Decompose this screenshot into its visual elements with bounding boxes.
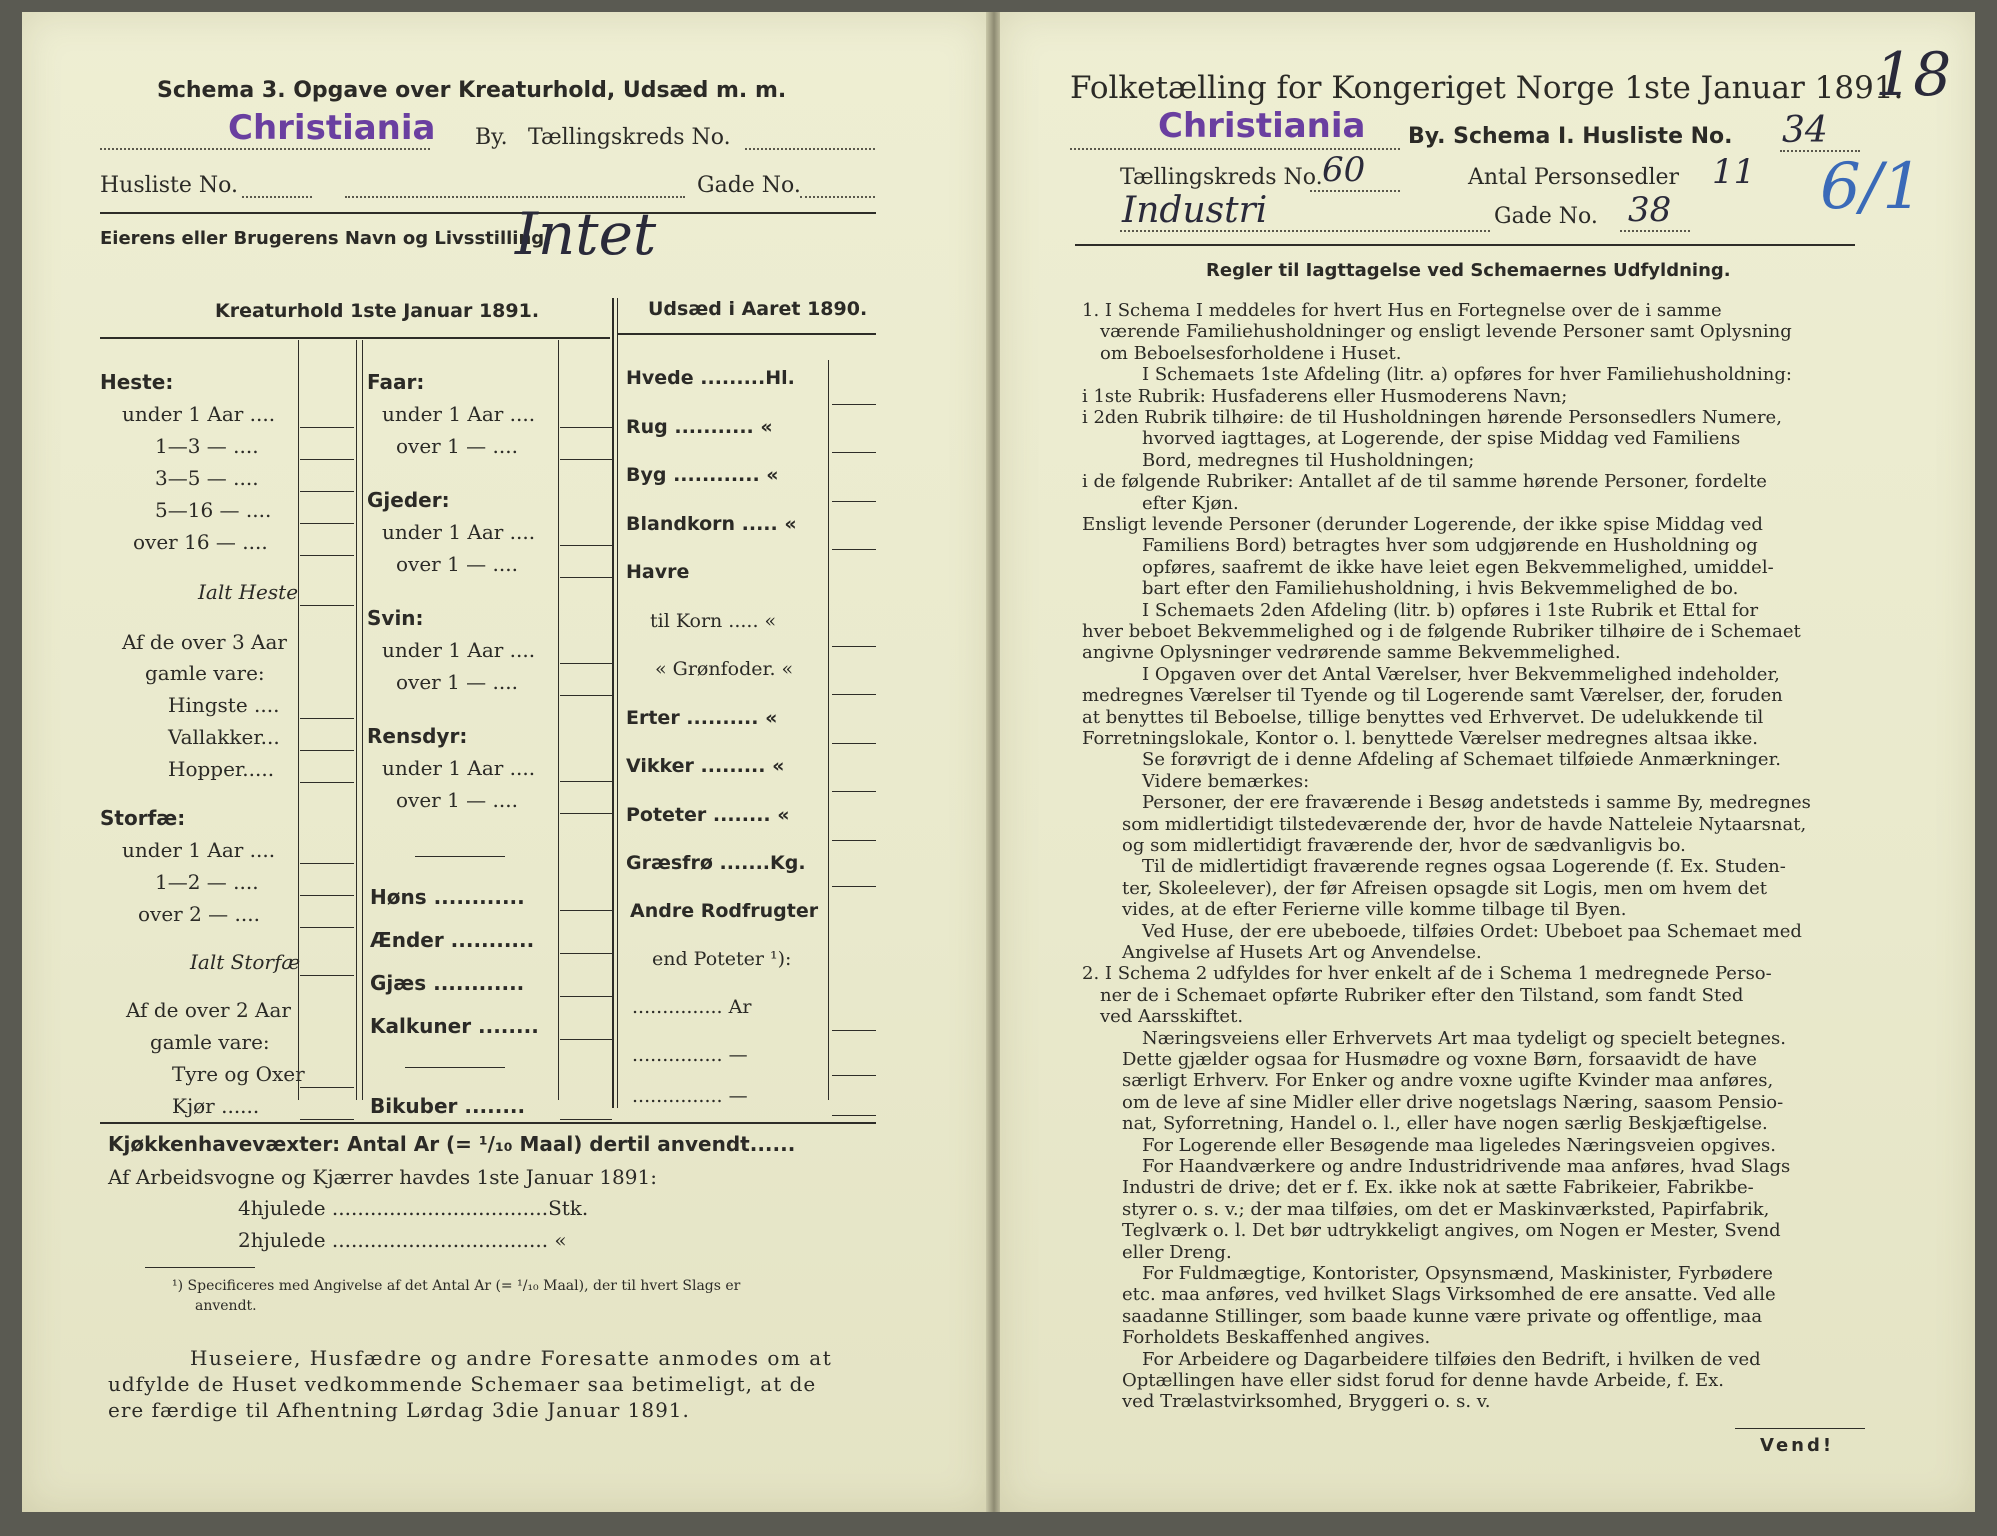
husliste-no: 34: [1782, 110, 1828, 151]
storfae-sub: Tyre og Oxer: [172, 1062, 305, 1086]
city-stamp-left: Christiania: [228, 108, 436, 148]
owner-handwritten: Intet: [515, 200, 657, 268]
storfae-row: over 2 — ....: [138, 902, 260, 926]
rules-title: Regler til Iagttagelse ved Schemaernes Udfyldning.: [1206, 260, 1731, 281]
heste-sub: Vallakker...: [168, 725, 280, 749]
udsaed-item: « Grønfoder. «: [655, 658, 794, 680]
udsaed-item: Byg ............ «: [626, 464, 779, 486]
rule-line: Ved Huse, der ere ubeboede, tilføies Ordet: Ubeboet paa Schemaet med: [1142, 920, 1802, 942]
kreaturhold-header: Kreaturhold 1ste Januar 1891.: [215, 300, 540, 322]
rule-line: Personer, der ere fraværende i Besøg andetsteds i samme By, medregnes: [1142, 792, 1811, 814]
udsaed-item: Rug ........... «: [626, 416, 773, 438]
rodfrugter-label2: end Poteter ¹):: [652, 948, 792, 970]
storfae-over2: Af de over 2 Aar: [126, 998, 291, 1022]
rule-line: saadanne Stillinger, som baade kunne være private og offentlige, maa: [1122, 1305, 1763, 1327]
storfae-row: under 1 Aar ....: [122, 838, 276, 862]
taellingskreds-label-left: Tællingskreds No.: [528, 125, 731, 150]
udsaed-header: Udsæd i Aaret 1890.: [648, 298, 868, 320]
storfae-label: Storfæ:: [100, 806, 186, 830]
arbeidsvogne-line: Af Arbeidsvogne og Kjærrer havdes 1ste Januar 1891:: [108, 1165, 657, 1189]
udsaed-item: Havre: [626, 561, 690, 583]
rule-line: nat, Syforretning, Handel o. l., eller have nogen særlig Beskjæftigelse.: [1122, 1113, 1768, 1135]
faar-row: over 1 — ....: [396, 434, 518, 458]
margin-mark: 6/1: [1820, 150, 1923, 224]
rule-line: Ensligt levende Personer (derunder Logerende, der ikke spise Middag ved: [1082, 514, 1763, 535]
rensdyr-row: over 1 — ....: [396, 788, 518, 812]
ar-line: ............... Ar: [632, 996, 752, 1018]
personsedler-label: Antal Personsedler: [1468, 165, 1680, 190]
gjeder-label: Gjeder:: [367, 488, 450, 512]
notice-line: udfylde de Huset vedkommende Schemaer saa betimeligt, at de: [108, 1372, 817, 1396]
heste-sub: Hingste ....: [168, 693, 280, 717]
heste-row: under 1 Aar ....: [122, 402, 276, 426]
rule-line: at benyttes til Beboelse, tillige benyttes ved Erhvervet. De udelukkende til: [1082, 706, 1764, 728]
udsaed-item: Blandkorn ..... «: [626, 513, 797, 535]
rule-line: etc. maa anføres, ved hvilket Slags Virksomhed de ere ansatte. Ved alle: [1122, 1284, 1776, 1306]
heste-row: 1—3 — ....: [155, 434, 259, 458]
storfae-row: 1—2 — ....: [155, 870, 259, 894]
city-stamp-right: Christiania: [1158, 106, 1366, 146]
heste-total: Ialt Heste: [198, 580, 299, 604]
personsedler-no: 11: [1712, 152, 1756, 192]
to-hjulede: 2hjulede .................................. «: [238, 1228, 567, 1252]
rule-line: som midlertidigt tilstedeværende der, hvor de havde Natteleie Nytaarsnat,: [1122, 813, 1807, 835]
udsaed-item: Græsfrø .......Kg.: [626, 852, 806, 874]
rodfrugter-label: Andre Rodfrugter: [630, 900, 819, 922]
rule-line: medregnes Værelser til Tyende og til Logerende samt Værelser, der, foruden: [1082, 685, 1783, 707]
heste-row: 3—5 — ....: [155, 466, 259, 490]
rule-line: Angivelse af Husets Art og Anvendelse.: [1122, 942, 1482, 963]
rule-line: Til de midlertidigt fraværende regnes ogsaa Logerende (f. Ex. Studen-: [1142, 856, 1786, 878]
rule-line: i 1ste Rubrik: Husfaderens eller Husmoderens Navn;: [1082, 385, 1568, 407]
rule-line: angivne Oplysninger vedrørende samme Bekvemmelighed.: [1082, 642, 1621, 664]
rule-line: ter, Skoleelever), der før Afreisen opsagde sit Logis, men om hvem det: [1122, 877, 1768, 899]
gade-name: Industri: [1122, 190, 1268, 231]
storfae-total: Ialt Storfæ: [190, 950, 301, 974]
bikuber-label: Bikuber ........: [370, 1094, 526, 1118]
gjeder-row: under 1 Aar ....: [382, 520, 536, 544]
by-schema-husliste: By. Schema I. Husliste No.: [1408, 124, 1733, 149]
gade-label-right: Gade No.: [1494, 204, 1598, 229]
svin-row: under 1 Aar ....: [382, 638, 536, 662]
rule-line: Videre bemærkes:: [1142, 770, 1310, 792]
rule-line: i 2den Rubrik tilhøire: de til Husholdningen hørende Personsedlers Numere,: [1082, 407, 1782, 428]
rule-line: værende Familiehusholdninger og ensligt levende Personer samt Oplysning: [1100, 321, 1792, 343]
rule-line: hver beboet Bekvemmelighed og i de følgende Rubriker tilhøire de i Schemaet: [1082, 621, 1801, 642]
rule-line: om de leve af sine Midler eller drive nogetslags Næring, saasom Pensio-: [1122, 1091, 1784, 1113]
rule-line: styrer o. s. v.; der maa tilføies, om det er Maskinværksted, Papirfabrik,: [1122, 1198, 1770, 1220]
svin-label: Svin:: [367, 606, 424, 630]
rule-line: om Beboelsesforholdene i Huset.: [1100, 342, 1402, 364]
rule-line: hvorved iagttages, at Logerende, der spise Middag ved Familiens: [1142, 428, 1741, 450]
fjaerkrae-item: Ænder ...........: [370, 928, 535, 952]
rule-line: Industri de drive; det er f. Ex. ikke nok at sætte Fabrikeier, Fabrikbe-: [1122, 1177, 1754, 1199]
fjaerkrae-item: Kalkuner ........: [370, 1014, 539, 1038]
rule-line: I Schemaets 1ste Afdeling (litr. a) opføres for hver Familiehusholdning:: [1142, 364, 1792, 386]
rensdyr-label: Rensdyr:: [367, 724, 468, 748]
rule-line: ved Aarsskiftet.: [1100, 1006, 1244, 1028]
rule-line: I Schemaets 2den Afdeling (litr. b) opføres i 1ste Rubrik et Ettal for: [1142, 599, 1759, 621]
taellingskreds-label-right: Tællingskreds No.: [1120, 165, 1323, 190]
udsaed-item: Hvede .........Hl.: [626, 367, 795, 389]
footnote: ¹) Specificeres med Angivelse af det Antal Ar (= ¹/₁₀ Maal), der til hvert Slags er: [172, 1278, 741, 1294]
footnote-2: anvendt.: [195, 1298, 257, 1314]
rule-line: vides, at de efter Ferierne ville komme tilbage til Byen.: [1122, 899, 1627, 921]
rule-line: eller Dreng.: [1122, 1241, 1232, 1263]
rule-line: og som midlertidigt fraværende der, hvor de sædvanligvis bo.: [1122, 835, 1686, 856]
rule-line: Forholdets Beskaffenhed angives.: [1122, 1327, 1431, 1349]
rule-line: Se forøvrigt de i denne Afdeling af Schemaet tilføiede Anmærkninger.: [1142, 749, 1781, 771]
rule-line: Dette gjælder ogsaa for Husmødre og voxne Børn, forsaavidt de have: [1122, 1049, 1757, 1070]
rule-line: 2. I Schema 2 udfyldes for hver enkelt af de i Schema 1 medregnede Perso-: [1082, 963, 1772, 985]
rule-line: bart efter den Familiehusholdning, i hvis Bekvemmelighed de bo.: [1142, 578, 1739, 600]
husliste-label: Husliste No.: [100, 173, 238, 198]
udsaed-item: til Korn ..... «: [650, 610, 777, 632]
rule-line: ner de i Schemaet opførte Rubriker efter den Tilstand, som fandt Sted: [1100, 984, 1744, 1006]
rule-line: Optællingen have eller sidst forud for denne havde Arbeide, f. Ex.: [1122, 1370, 1725, 1391]
notice-line: ere færdige til Afhentning Lørdag 3die Januar 1891.: [108, 1398, 690, 1422]
gade-no: 38: [1628, 190, 1672, 230]
fjaerkrae-item: Gjæs ............: [370, 971, 525, 995]
fire-hjulede: 4hjulede ..................................Stk.: [238, 1196, 589, 1220]
rule-line: Næringsveiens eller Erhvervets Art maa tydeligt og specielt betegnes.: [1142, 1027, 1786, 1049]
udsaed-item: Erter .......... «: [626, 707, 778, 729]
notice-line: Huseiere, Husfædre og andre Foresatte anmodes om at: [190, 1346, 833, 1370]
rule-line: særligt Erhverv. For Enker og andre voxne ugifte Kvinder maa anføres,: [1122, 1070, 1774, 1092]
svin-row: over 1 — ....: [396, 670, 518, 694]
gade-label-left: Gade No.: [697, 173, 801, 198]
rule-line: efter Kjøn.: [1142, 492, 1239, 514]
rule-line: For Logerende eller Besøgende maa ligeledes Næringsveien opgives.: [1142, 1134, 1776, 1156]
heste-over3: Af de over 3 Aar: [122, 630, 287, 654]
heste-row: 5—16 — ....: [155, 498, 272, 522]
rule-line: Forretningslokale, Kontor o. l. benyttede Værelser medregnes altsaa ikke.: [1082, 728, 1758, 749]
rule-line: opføres, saafremt de ikke have leiet egen Bekvemmelighed, umiddel-: [1142, 556, 1774, 578]
faar-row: under 1 Aar ....: [382, 402, 536, 426]
rule-line: Teglværk o. l. Det bør udtrykkeligt angives, om Nogen er Mester, Svend: [1122, 1220, 1781, 1242]
rule-line: 1. I Schema I meddeles for hvert Hus en Fortegnelse over de i samme: [1082, 300, 1722, 321]
rule-line: I Opgaven over det Antal Værelser, hver Bekvemmelighed indeholder,: [1142, 663, 1780, 685]
rensdyr-row: under 1 Aar ....: [382, 756, 536, 780]
heste-over3b: gamle vare:: [145, 661, 265, 685]
rule-line: Bord, medregnes til Husholdningen;: [1142, 449, 1475, 471]
udsaed-item: Vikker ......... «: [626, 755, 785, 777]
dash-line: ............... —: [632, 1085, 748, 1107]
corner-number: 18: [1875, 40, 1952, 110]
rule-line: ved Trælastvirksomhed, Bryggeri o. s. v.: [1122, 1391, 1491, 1413]
census-title: Folketælling for Kongeriget Norge 1ste Januar 1891.: [1070, 70, 1904, 106]
taellingskreds-no: 60: [1322, 150, 1366, 190]
rule-line: For Fuldmægtige, Kontorister, Opsynsmænd, Maskinister, Fyrbødere: [1142, 1263, 1773, 1284]
storfae-over2b: gamle vare:: [150, 1030, 270, 1054]
gjeder-row: over 1 — ....: [396, 552, 518, 576]
dash-line: ............... —: [632, 1044, 748, 1066]
rule-line: For Arbeidere og Dagarbeidere tilføies den Bedrift, i hvilken de ved: [1142, 1348, 1761, 1370]
storfae-sub: Kjør ......: [172, 1094, 260, 1118]
rule-line: For Haandværkere og andre Industridrivende maa anføres, hvad Slags: [1142, 1156, 1791, 1177]
heste-sub: Hopper.....: [168, 757, 275, 781]
rule-line: Familiens Bord) betragtes hver som udgjørende en Husholdning og: [1142, 535, 1758, 557]
rule-line: i de følgende Rubriker: Antallet af de til samme hørende Personer, fordelte: [1082, 471, 1767, 493]
heste-row: over 16 — ....: [133, 530, 268, 554]
faar-label: Faar:: [367, 370, 425, 394]
by-label: By.: [475, 125, 508, 150]
fjaerkrae-item: Høns ............: [370, 885, 525, 909]
owner-label: Eierens eller Brugerens Navn og Livsstilling:: [100, 228, 552, 249]
udsaed-item: Poteter ........ «: [626, 804, 790, 826]
heste-label: Heste:: [100, 370, 174, 394]
schema3-title: Schema 3. Opgave over Kreaturhold, Udsæd m. m.: [157, 78, 787, 103]
vend-label: Vend!: [1760, 1435, 1835, 1456]
kjokkenhave-line: Kjøkkenhavevæxter: Antal Ar (= ¹/₁₀ Maal) dertil anvendt......: [108, 1132, 796, 1156]
